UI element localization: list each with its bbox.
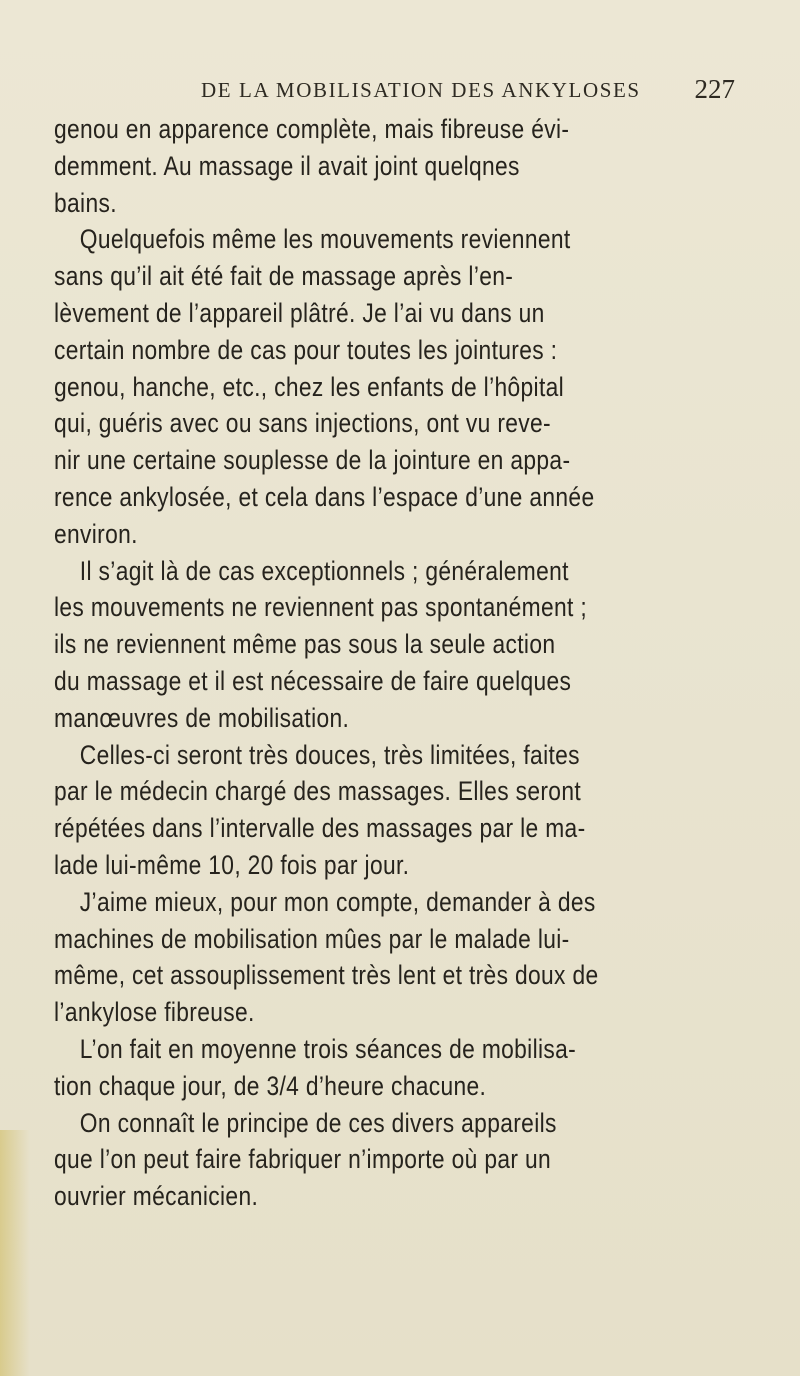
text-line: les mouvements ne reviennent pas spontanément ; <box>54 592 588 623</box>
text-line: même, cet assouplissement très lent et très doux de <box>54 960 599 991</box>
text-line: Il s’agit là de cas exceptionnels ; généralement <box>79 555 569 586</box>
page-header <box>60 74 760 108</box>
text-line: l’ankylose fibreuse. <box>54 997 255 1028</box>
text-line: répétées dans l’intervalle des massages par le ma- <box>54 813 586 844</box>
text-line: certain nombre de cas pour toutes les jointures : <box>54 334 558 365</box>
text-line: ouvrier mécanicien. <box>54 1181 259 1212</box>
text-line: ils ne reviennent même pas sous la seule action <box>54 629 556 660</box>
body-text <box>54 111 754 1215</box>
text-line: environ. <box>54 518 138 549</box>
text-line: sans qu’il ait été fait de massage après l’en- <box>54 261 514 292</box>
running-head: DE LA MOBILISATION DES ANKYLOSES <box>201 78 641 102</box>
text-line: lade lui-même 10, 20 fois par jour. <box>54 849 410 880</box>
text-line: nir une certaine souplesse de la jointure en appa- <box>54 445 571 476</box>
text-line: qui, guéris avec ou sans injections, ont vu reve- <box>54 408 551 439</box>
text-line: On connaît le principe de ces divers appareils <box>79 1107 557 1138</box>
text-line: que l’on peut faire fabriquer n’importe où par un <box>54 1144 552 1175</box>
text-line: par le médecin chargé des massages. Elles seront <box>54 776 582 807</box>
text-line: demment. Au massage il avait joint quelqnes <box>54 150 520 181</box>
text-line: Celles-ci seront très douces, très limitées, faites <box>79 739 580 770</box>
text-line: machines de mobilisation mûes par le malade lui- <box>54 923 570 954</box>
text-line: genou en apparence complète, mais fibreuse évi- <box>54 114 570 144</box>
text-line: rence ankylosée, et cela dans l’espace d’une année <box>54 481 595 512</box>
text-line: lèvement de l’appareil plâtré. Je l’ai vu dans un <box>54 297 545 328</box>
text-line: genou, hanche, etc., chez les enfants de l’hôpital <box>54 371 565 402</box>
page-edge-stain <box>0 1130 30 1376</box>
text-line: Quelquefois même les mouvements reviennent <box>79 224 571 255</box>
text-line: du massage et il est nécessaire de faire quelques <box>54 665 572 696</box>
text-line: L’on fait en moyenne trois séances de mobilisa- <box>79 1033 577 1064</box>
page-number: 227 <box>694 74 735 104</box>
text-line: bains. <box>54 187 117 218</box>
text-line: tion chaque jour, de 3/4 d’heure chacune. <box>54 1070 487 1101</box>
text-line: manœuvres de mobilisation. <box>54 702 350 733</box>
text-line: J’aime mieux, pour mon compte, demander à des <box>79 886 596 917</box>
